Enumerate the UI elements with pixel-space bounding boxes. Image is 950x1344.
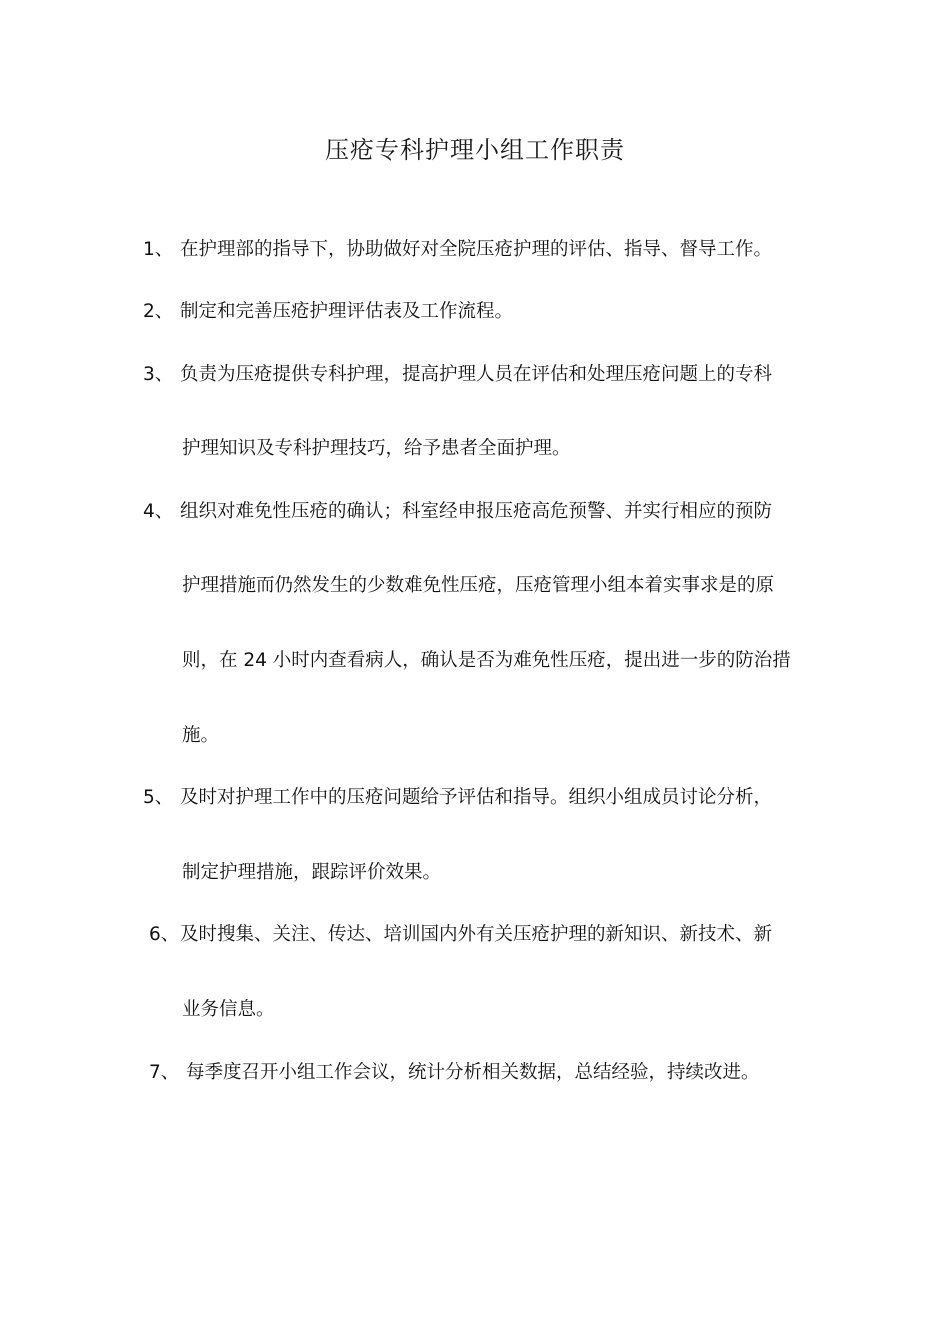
item-4-line-2: 护理措施而仍然发生的少数难免性压疮，压疮管理小组本着实事求是的原 — [182, 575, 775, 596]
item-4-line-4: 施。 — [182, 725, 220, 746]
item-2-line-1: 制定和完善压疮护理评估表及工作流程。 — [180, 301, 514, 322]
item-1-number: 1、 — [143, 239, 174, 260]
item-6-number: 6、 — [149, 924, 180, 945]
item-3-number: 3、 — [143, 364, 174, 385]
item-4-line-1: 组织对难免性压疮的确认；科室经申报压疮高危预警、并实行相应的预防 — [180, 501, 773, 522]
item-5-line-1: 及时对护理工作中的压疮问题给予评估和指导。组织小组成员讨论分析， — [180, 787, 773, 808]
item-2-number: 2、 — [143, 301, 174, 322]
item-6-line-1: 及时搜集、关注、传达、培训国内外有关压疮护理的新知识、新技术、新 — [180, 924, 773, 945]
item-4-number: 4、 — [143, 501, 174, 522]
item-5-number: 5、 — [143, 787, 174, 808]
item-7-number: 7、 — [149, 1062, 180, 1083]
item-6-line-2: 业务信息。 — [182, 999, 275, 1020]
item-7-line-1: 每季度召开小组工作会议，统计分析相关数据，总结经验，持续改进。 — [186, 1062, 760, 1083]
item-5-line-2: 制定护理措施，跟踪评价效果。 — [182, 862, 442, 883]
item-1-line-1: 在护理部的指导下，协助做好对全院压疮护理的评估、指导、督导工作。 — [180, 239, 773, 260]
item-4-line-3: 则，在 24 小时内查看病人，确认是否为难免性压疮，提出进一步的防治措 — [182, 650, 791, 671]
document-title: 压疮专科护理小组工作职责 — [325, 136, 625, 164]
item-3-line-2: 护理知识及专科护理技巧，给予患者全面护理。 — [182, 438, 571, 459]
item-3-line-1: 负责为压疮提供专科护理，提高护理人员在评估和处理压疮问题上的专科 — [180, 364, 773, 385]
